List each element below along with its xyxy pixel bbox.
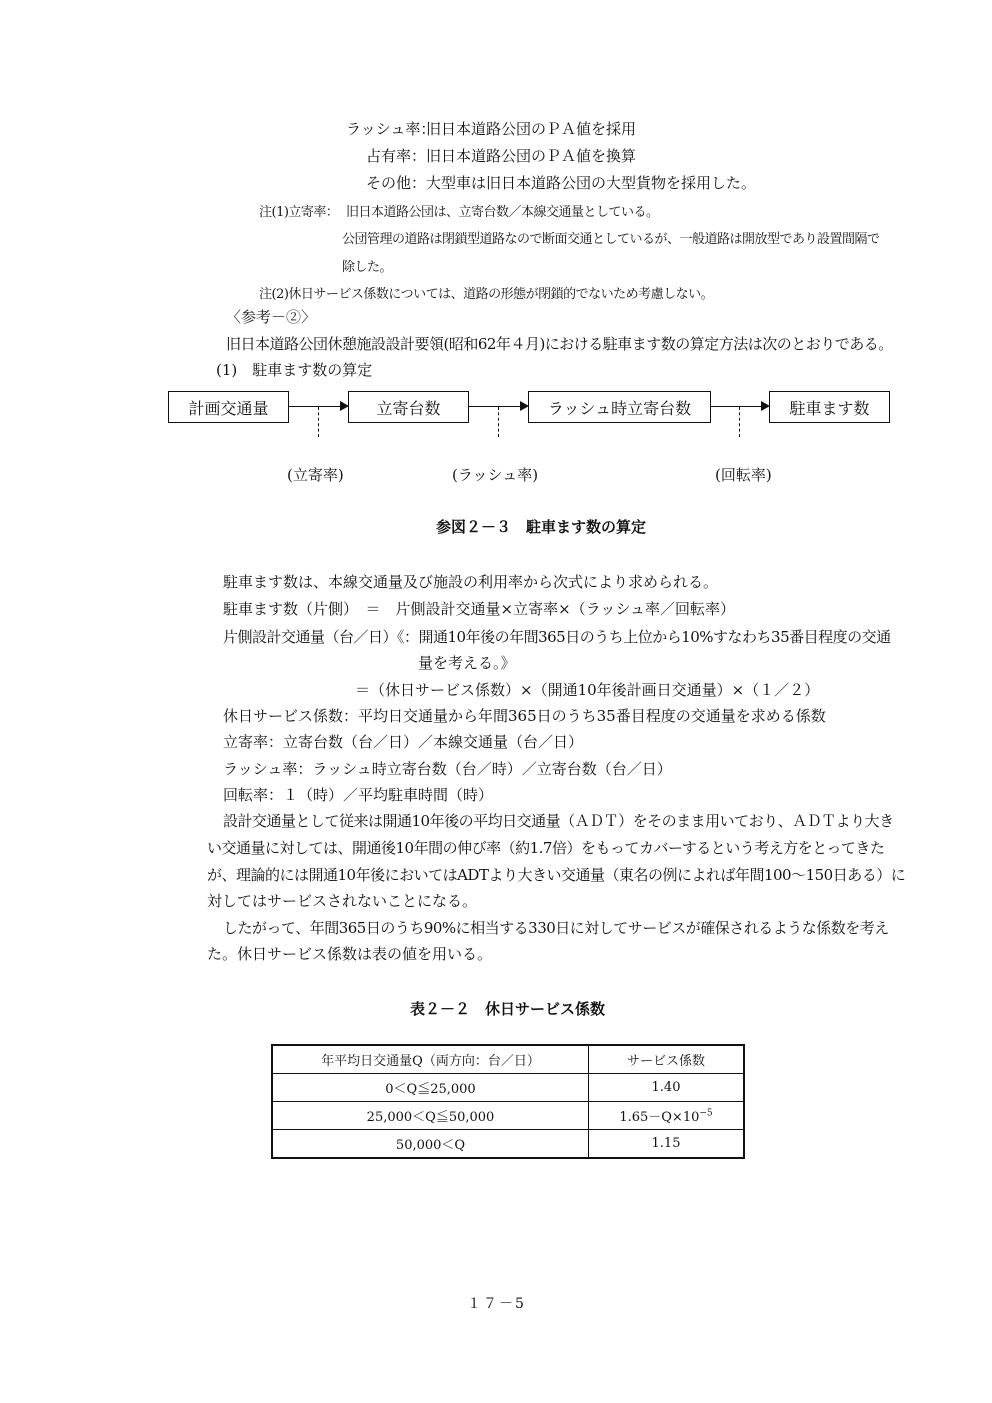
def-rush-desc: 旧日本道路公団のＰＡ値を採用 [426, 120, 637, 138]
table-cell-coefficient [589, 1102, 745, 1130]
table-cell-coefficient [589, 1130, 745, 1159]
paragraph-2-line-1: したがって、年間365日のうち90%に相当する330日に対してサービスが確保されるような係数を考え [223, 919, 889, 937]
page-number: １７－5 [467, 1296, 526, 1312]
flow-box-label: ラッシュ時立寄台数 [547, 398, 692, 418]
body-line-9: 回転率：１（時）／平均駐車時間（時） [223, 786, 494, 804]
flow-rate-stopover: (立寄率) [287, 466, 344, 484]
table-caption: 表２－２ 休日サービス係数 [410, 1000, 606, 1018]
flow-box-parking-spaces [769, 391, 890, 423]
def-rush-term: ラッシュ率： [346, 120, 436, 138]
table-header-row [272, 1045, 744, 1074]
section-1-heading: (1) 駐車ます数の算定 [216, 361, 373, 379]
body-line-2: 駐車ます数（片側） ＝ 片側設計交通量×立寄率×（ラッシュ率／回転率） [223, 600, 736, 618]
body-line-8: ラッシュ率：ラッシュ時立寄台数（台／時）／立寄台数（台／日） [223, 760, 672, 778]
coefficient-exponent: −5 [699, 1108, 713, 1119]
paragraph-1-line-2: い交通量に対しては、開通後10年間の伸び率（約1.7倍）をもってカバーするという考え方をとってきた [207, 839, 885, 857]
reference-intro: 旧日本道路公団休憩施設設計要領(昭和62年４月)における駐車ます数の算定方法は次のとおりである。 [226, 335, 893, 353]
table-row [272, 1074, 744, 1102]
flow-rate-line-3 [739, 407, 740, 437]
body-line-3: 片側設計交通量（台／日）《：開通10年後の年間365日のうち上位から10%すなわち35番目程度の交通 [223, 628, 891, 646]
table-cell-traffic: 50,000＜Q [272, 1130, 589, 1159]
def-other-term: その他： [366, 174, 427, 192]
def-occupancy-desc: 旧日本道路公団のＰＡ値を換算 [426, 147, 637, 165]
note-1-line-1: 旧日本道路公団は、立寄台数／本線交通量としている。 [346, 205, 659, 220]
coefficient-value: 1.15 [651, 1136, 681, 1151]
note-2: 注(2)休日サービス係数については、道路の形態が閉鎖的でないため考慮しない。 [259, 287, 714, 302]
table-header-coefficient: サービス係数 [589, 1045, 745, 1074]
body-line-6: 休日サービス係数：平均日交通量から年間365日のうち35番目程度の交通量を求める係数 [223, 707, 826, 725]
body-line-7: 立寄率：立寄台数（台／日）／本線交通量（台／日） [223, 733, 584, 751]
flow-box-rush-stopover [528, 391, 711, 423]
body-line-1: 駐車ます数は、本線交通量及び施設の利用率から次式により求められる。 [223, 573, 719, 591]
table-row [272, 1102, 744, 1130]
coefficient-value: 1.40 [651, 1080, 681, 1095]
note-1-line-3: 除した。 [342, 260, 393, 275]
body-line-5: ＝（休日サービス係数）×（開通10年後計画日交通量）×（１／２） [355, 681, 820, 699]
table-cell-coefficient [589, 1074, 745, 1102]
note-1-line-2: 公団管理の道路は閉鎖型道路なので断面交通としているが、一般道路は開放型であり設置間隔で [342, 232, 880, 247]
flow-rate-line-2 [498, 407, 499, 437]
holiday-service-coefficient-table [271, 1044, 745, 1159]
flow-box-stopover-count [348, 391, 469, 423]
paragraph-1-line-3: が、理論的には開通10年後においてはADTより大きい交通量（東名の例によれば年間100～150日ある）に [207, 866, 906, 884]
flow-rate-rush: (ラッシュ率) [452, 466, 539, 484]
table-row [272, 1130, 744, 1159]
table-cell-traffic: 25,000＜Q≦50,000 [272, 1102, 589, 1130]
paragraph-2-line-2: た。休日サービス係数は表の値を用いる。 [207, 945, 493, 963]
flow-box-label: 計画交通量 [188, 398, 269, 418]
paragraph-1-line-4: 対してはサービスされないことになる。 [207, 892, 478, 910]
flow-box-label: 駐車ます数 [789, 398, 870, 418]
note-1-label: 注(1)立寄率： [259, 205, 339, 220]
paragraph-1-line-1: 設計交通量として従来は開通10年後の平均日交通量（ＡＤＴ）をそのまま用いており、ＡＤＴより大き [223, 812, 894, 830]
table-header-traffic: 年平均日交通量Q（両方向：台／日） [272, 1045, 589, 1074]
def-other-desc: 大型車は旧日本道路公団の大型貨物を採用した。 [426, 174, 757, 192]
table-cell-traffic: 0＜Q≦25,000 [272, 1074, 589, 1102]
reference-heading: 〈参考－②〉 [226, 308, 317, 326]
flow-box-planned-traffic [168, 391, 289, 423]
def-occupancy-term: 占有率： [366, 147, 427, 165]
flow-rate-turnover: (回転率) [715, 466, 772, 484]
coefficient-value: 1.65－Q×10 [619, 1110, 700, 1125]
figure-caption: 参図２－３ 駐車ます数の算定 [436, 518, 647, 536]
body-line-4: 量を考える。》 [418, 654, 516, 672]
flow-rate-line-1 [318, 407, 319, 437]
flow-box-label: 立寄台数 [376, 398, 441, 418]
